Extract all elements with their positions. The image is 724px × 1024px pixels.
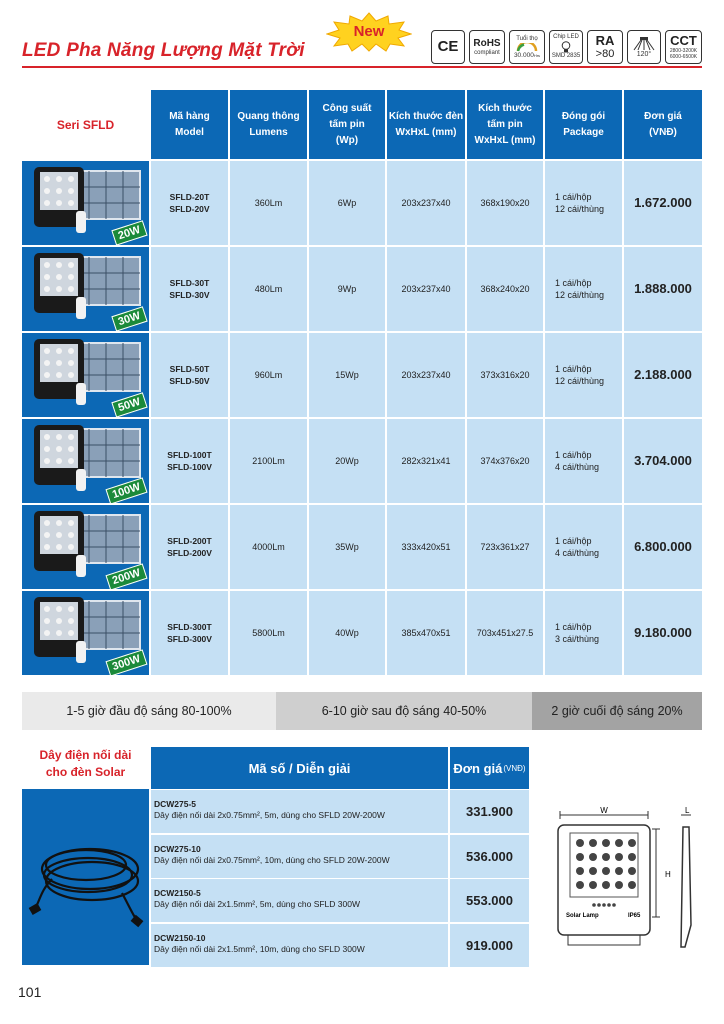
cable-code: DCW275-5 [154,799,197,809]
cable-section-title: Dây điện nối dài cho đèn Solar [39,748,132,779]
cable-col-header-price: Đơn giá (VNĐ) [450,747,529,789]
cable-row [151,835,529,878]
cable-row [151,924,529,967]
gauge-icon [516,43,538,52]
cell-panel-size: 373x316x20 [467,333,543,417]
length-label: L [685,806,690,815]
cable-code: DCW2150-5 [154,888,201,898]
drawing-ip: IP65 [628,913,641,919]
cell-model: SFLD-200T SFLD-200V [151,505,228,589]
title-rule [22,66,702,68]
brightness-stage-3: 2 giờ cuối độ sáng 20% [532,692,702,730]
cell-price: 1.672.000 [624,161,702,245]
cell-price: 1.888.000 [624,247,702,331]
product-image [22,591,149,675]
cell-model: SFLD-20T SFLD-20V [151,161,228,245]
cell-light-size: 203x237x40 [387,247,465,331]
cable-image [22,789,149,965]
cell-lumens: 4000Lm [230,505,307,589]
cell-model: SFLD-50T SFLD-50V [151,333,228,417]
cell-price: 6.800.000 [624,505,702,589]
bulb-icon [561,41,571,53]
cell-lumens: 960Lm [230,333,307,417]
product-image [22,247,149,331]
cell-panel-size: 368x240x20 [467,247,543,331]
beam-angle-icon [632,37,656,51]
cell-price: 3.704.000 [624,419,702,503]
cell-model: SFLD-30T SFLD-30V [151,247,228,331]
table-row [22,419,702,503]
cell-panel-size: 368x190x20 [467,161,543,245]
cable-row [151,790,529,833]
cell-model: SFLD-300T SFLD-300V [151,591,228,675]
col-header-power: Công suất tấm pin (Wp) [309,90,385,159]
table-row [22,247,702,331]
page-title: LED Pha Năng Lượng Mặt Trời [22,40,305,61]
new-badge-label: New [353,23,385,40]
cable-code: DCW275-10 [154,843,201,854]
cell-lumens: 360Lm [230,161,307,245]
wattage-badge: 300W [106,649,148,675]
width-label: W [600,806,608,815]
product-image [22,161,149,245]
cell-panel-size: 723x361x27 [467,505,543,589]
wattage-badge: 100W [106,477,148,503]
wattage-badge: 50W [112,392,148,417]
cct-badge: CCT 2800-3200K 6000-6500K [665,30,702,64]
cell-price: 9.180.000 [624,591,702,675]
table-row [22,591,702,675]
series-label: Seri SFLD [22,90,149,159]
chip-led-badge: Chip LED SMD 2835 [549,30,583,64]
cell-package: 1 cái/hộp 12 cái/thùng [545,247,622,331]
cell-package: 1 cái/hộp 4 cái/thùng [545,419,622,503]
drawing-brand: Solar Lamp [566,913,599,919]
table-row [22,505,702,589]
cable-description [151,835,448,878]
page-number: 101 [18,984,42,1000]
cell-power: 40Wp [309,591,385,675]
col-header-panel-size: Kích thước tấm pin WxHxL (mm) [467,90,543,159]
cable-price: 536.000 [450,835,529,878]
cell-model: SFLD-100T SFLD-100V [151,419,228,503]
wattage-badge: 200W [106,563,148,589]
cell-power: 20Wp [309,419,385,503]
table-row [22,161,702,245]
cell-light-size: 385x470x51 [387,591,465,675]
product-image [22,333,149,417]
ra-badge: RA >80 [587,30,623,64]
new-badge [326,12,412,52]
cable-desc-text: Dây điện nối dài 2x0.75mm², 10m, dùng cho SFLD 20W-200W [154,854,390,865]
cell-power: 35Wp [309,505,385,589]
cable-row [151,879,529,922]
product-image [22,505,149,589]
cell-package: 1 cái/hộp 12 cái/thùng [545,333,622,417]
cell-panel-size: 703x451x27.5 [467,591,543,675]
cell-power: 6Wp [309,161,385,245]
cable-price: 331.900 [450,790,529,833]
cell-light-size: 203x237x40 [387,161,465,245]
col-header-lumens: Quang thông Lumens [230,90,307,159]
lifetime-badge: Tuổi thọ 30.000Hrs [509,30,545,64]
cell-light-size: 333x420x51 [387,505,465,589]
wattage-badge: 20W [112,220,148,245]
cable-desc-text: Dây điện nối dài 2x1.5mm², 5m, dùng cho SFLD 300W [154,899,360,909]
cable-col-header-desc: Mã số / Diễn giải [151,747,448,789]
cell-power: 15Wp [309,333,385,417]
cell-lumens: 2100Lm [230,419,307,503]
brightness-stage-1: 1-5 giờ đầu độ sáng 80-100% [22,692,276,730]
height-label: H [665,870,671,879]
cable-desc-text: Dây điện nối dài 2x1.5mm², 10m, dùng cho SFLD 300W [154,943,365,954]
col-header-light-size: Kích thước đèn WxHxL (mm) [387,90,465,159]
cable-desc-text: Dây điện nối dài 2x0.75mm², 5m, dùng cho SFLD 20W-200W [154,810,385,820]
rohs-mark: RoHS compliant [469,30,505,64]
dimension-drawing [548,805,708,960]
col-header-model: Mã hàng Model [151,90,228,159]
cell-panel-size: 374x376x20 [467,419,543,503]
brightness-stage-2: 6-10 giờ sau độ sáng 40-50% [276,692,532,730]
col-header-package: Đóng gói Package [545,90,622,159]
col-header-price: Đơn giá (VNĐ) [624,90,702,159]
cell-package: 1 cái/hộp 12 cái/thùng [545,161,622,245]
wattage-badge: 30W [112,306,148,331]
cell-package: 1 cái/hộp 4 cái/thùng [545,505,622,589]
ce-mark: CE [431,30,465,64]
cable-description [151,790,448,833]
product-image [22,419,149,503]
cable-description [151,879,448,922]
cell-lumens: 5800Lm [230,591,307,675]
table-row [22,333,702,417]
cell-light-size: 282x321x41 [387,419,465,503]
cable-price: 553.000 [450,879,529,922]
cell-light-size: 203x237x40 [387,333,465,417]
cable-description [151,924,448,967]
cell-package: 1 cái/hộp 3 cái/thùng [545,591,622,675]
cell-power: 9Wp [309,247,385,331]
cell-price: 2.188.000 [624,333,702,417]
cable-price: 919.000 [450,924,529,967]
cell-lumens: 480Lm [230,247,307,331]
beam-angle-badge: 120° [627,30,661,64]
cable-code: DCW2150-10 [154,932,206,943]
